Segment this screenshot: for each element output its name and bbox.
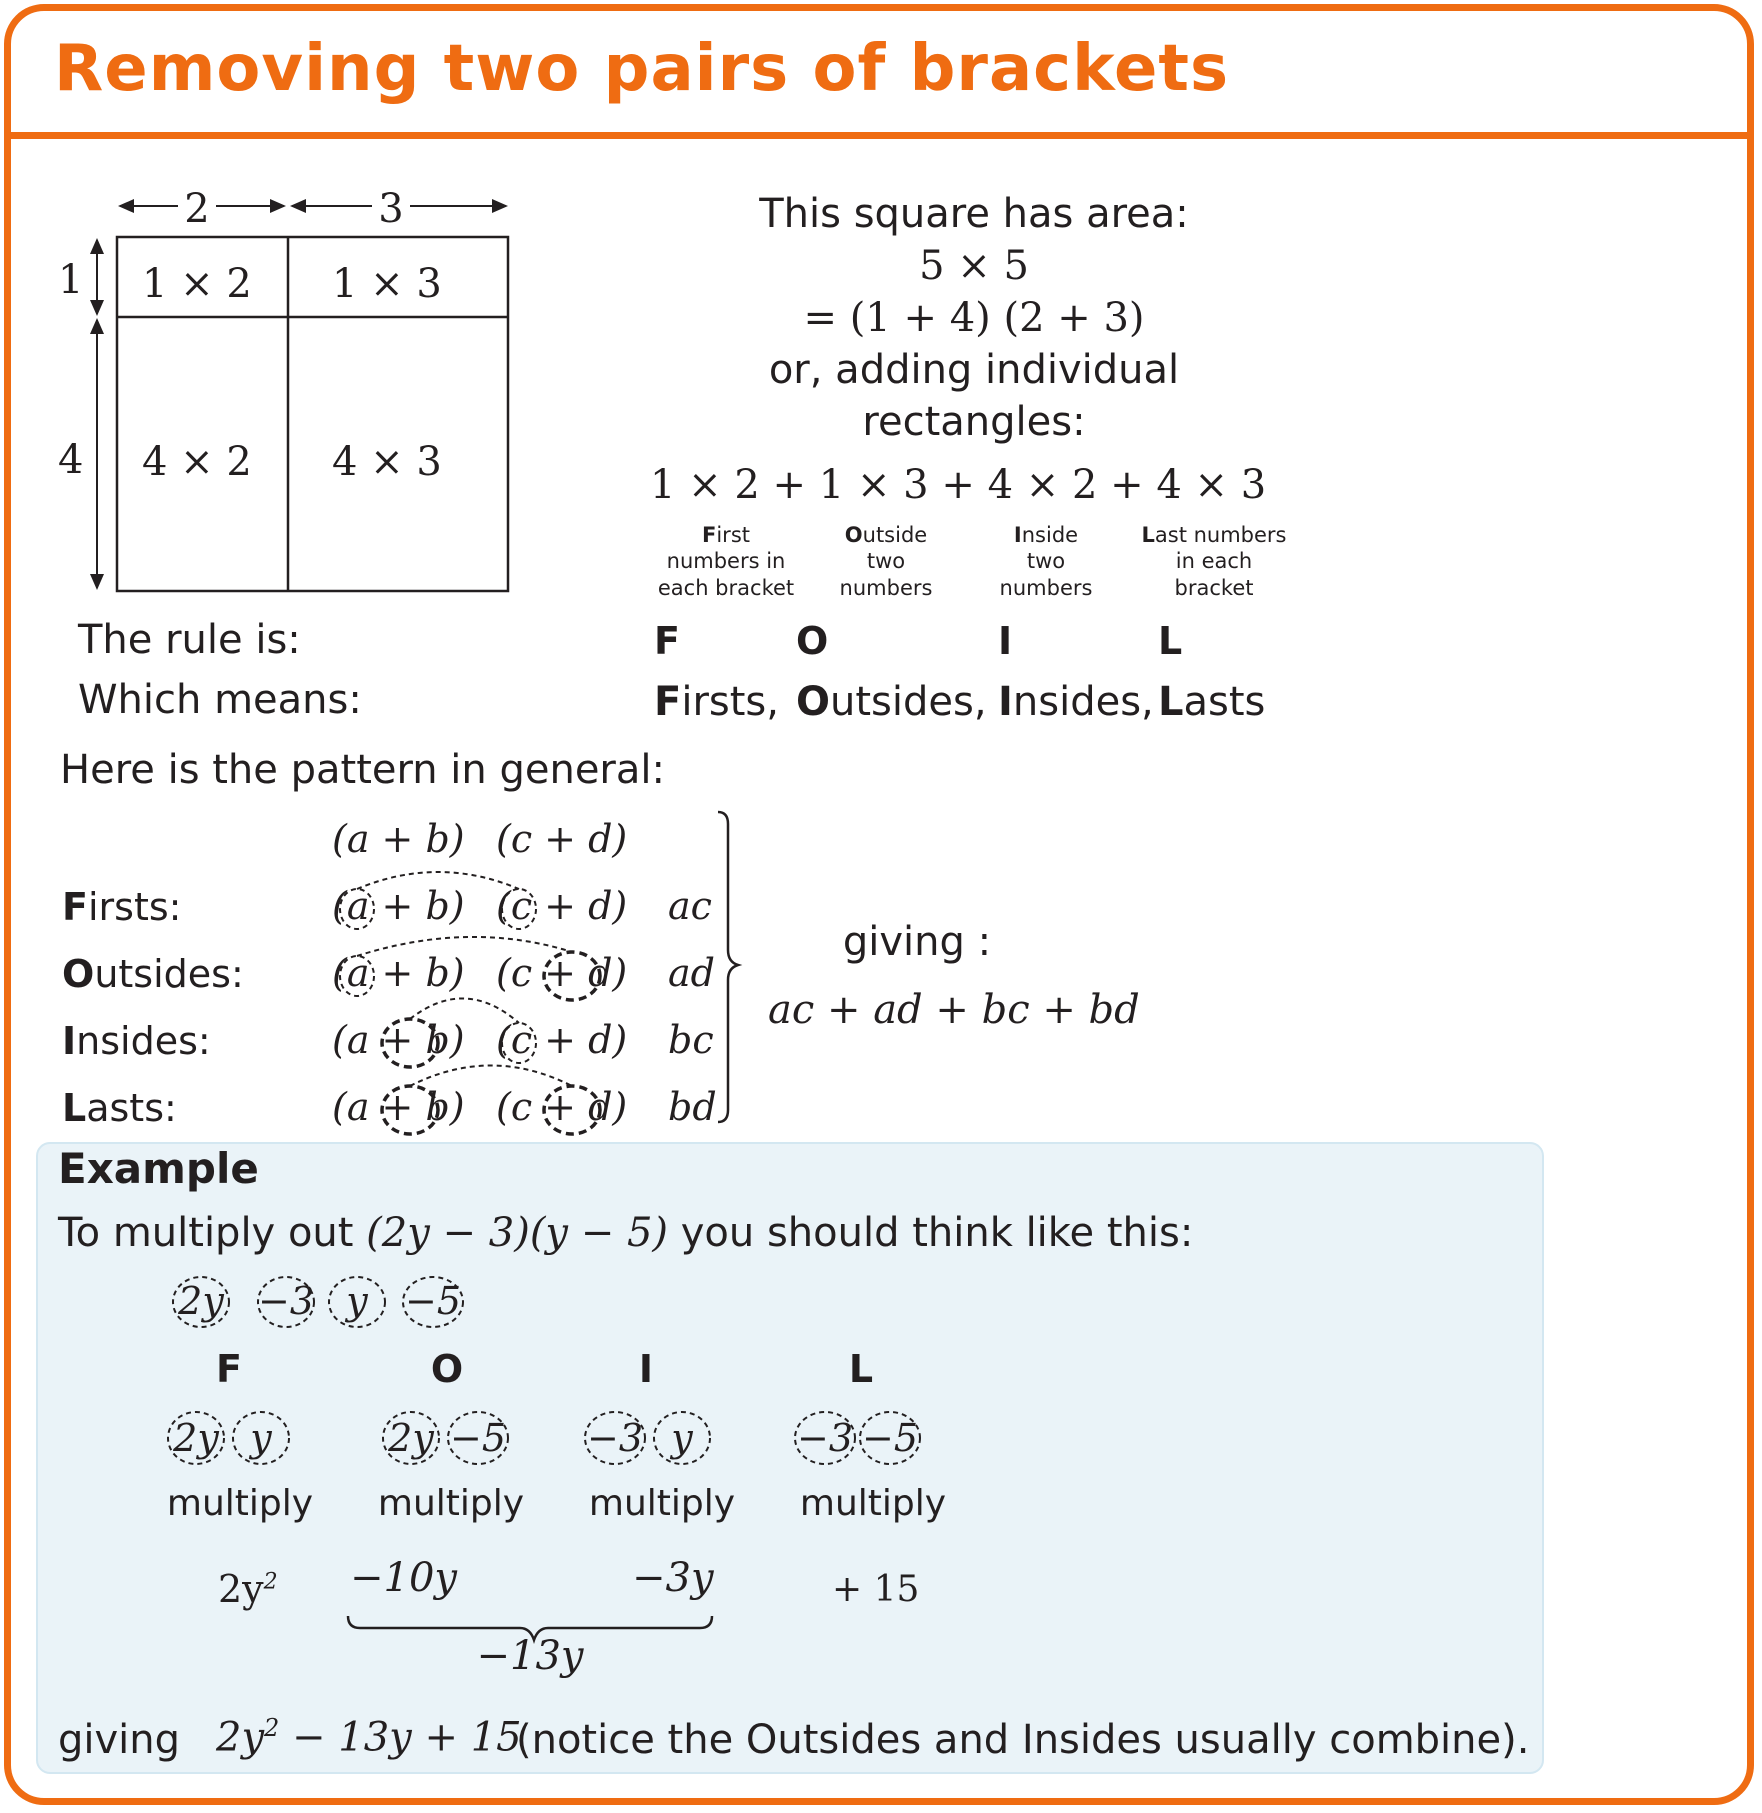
row-lasts-bracket-ab: (a + b) (332, 1085, 465, 1129)
rule-letter-o: O (796, 619, 829, 663)
header-bracket-cd: (c + d) (496, 817, 628, 861)
final-note: (notice the Outsides and Insides usually combine). (516, 1717, 1530, 1763)
circle-l-b (860, 1412, 920, 1464)
rule-letter-f: F (654, 619, 680, 663)
term-2y: 2y (178, 1279, 224, 1323)
rule-word-lasts: Lasts (1158, 679, 1266, 725)
circle-f-a (168, 1412, 224, 1464)
i-multiply: multiply (588, 1483, 736, 1524)
row-outsides-bracket-ab: (a + b) (332, 951, 465, 995)
cell-1x3: 1 × 3 (332, 261, 442, 307)
means-label: Which means: (78, 677, 362, 723)
foil-label-last: Last numbers in each bracket (1141, 523, 1287, 600)
example-heading: Example (58, 1144, 259, 1193)
circle-i-b (654, 1412, 710, 1464)
example-intro: To multiply out (2y − 3)(y − 5) you should think like this: (58, 1210, 1194, 1256)
product-l: + 15 (832, 1569, 920, 1610)
row-insides-bracket-cd: (c + d) (496, 1018, 628, 1062)
result-ac: ac (668, 884, 712, 928)
circle-term-minus3 (258, 1277, 314, 1327)
circle-term-y (329, 1277, 385, 1327)
example-letter-o: O (430, 1347, 464, 1391)
example-letter-l: L (848, 1347, 874, 1391)
rule-label: The rule is: (78, 617, 301, 663)
circle-l-a (795, 1412, 855, 1464)
foil-label-outside: Outside two numbers (839, 523, 933, 600)
area-line-4: or, adding individual (768, 347, 1180, 393)
o-term-a: 2y (388, 1416, 434, 1460)
f-multiply: multiply (166, 1483, 314, 1524)
term-minus3: −3 (257, 1279, 315, 1323)
l-term-a: −3 (796, 1416, 854, 1460)
header-bracket-ab: (a + b) (332, 817, 465, 861)
row-firsts-bracket-cd: (c + d) (496, 884, 628, 928)
row-outsides-bracket-cd: (c + d) (496, 951, 628, 995)
f-term-b: y (250, 1416, 272, 1460)
width-label-2: 2 (184, 186, 210, 232)
circle-term-2y (173, 1277, 229, 1327)
area-line-2: 5 × 5 (919, 243, 1029, 289)
general-expansion: ac + ad + bc + bd (768, 987, 1140, 1033)
cell-4x2: 4 × 2 (142, 439, 252, 485)
rule-letter-l: L (1158, 619, 1183, 663)
row-label-outsides: Outsides: (62, 952, 244, 996)
area-line-5: rectangles: (862, 399, 1086, 445)
term-minus5: −5 (404, 1279, 462, 1323)
i-term-a: −3 (586, 1416, 644, 1460)
height-label-1: 1 (58, 257, 84, 303)
circle-f-b (233, 1412, 289, 1464)
height-label-4: 4 (58, 437, 84, 483)
row-firsts-bracket-ab: (a + b) (332, 884, 465, 928)
product-f: $2y^2$ (218, 1567, 278, 1611)
cell-1x2: 1 × 2 (142, 261, 252, 307)
foil-label-inside: Inside two numbers (999, 523, 1093, 600)
circle-term-minus5 (403, 1277, 463, 1327)
rule-word-firsts: Firsts, (654, 679, 779, 725)
l-multiply: multiply (799, 1483, 947, 1524)
row-insides-bracket-ab: (a + b) (332, 1018, 465, 1062)
area-line-3: = (1 + 4) (2 + 3) (803, 295, 1145, 341)
row-label-lasts: Lasts: (62, 1086, 177, 1130)
page-title: Removing two pairs of brackets (54, 32, 1230, 106)
row-lasts-bracket-cd: (c + d) (496, 1085, 628, 1129)
l-term-b: −5 (861, 1416, 919, 1460)
width-label-3: 3 (378, 186, 404, 232)
result-bc: bc (668, 1018, 714, 1062)
giving-label: giving : (842, 919, 992, 965)
giving-word: giving (58, 1717, 181, 1763)
term-y: y (346, 1279, 368, 1323)
circle-o-b (448, 1412, 508, 1464)
final-answer: $2y^2 - 13y + 15$ (216, 1714, 522, 1761)
area-sum: 1 × 2 + 1 × 3 + 4 × 2 + 4 × 3 (650, 462, 1267, 508)
product-o: −10y (350, 1555, 458, 1601)
product-i: −3y (632, 1555, 714, 1601)
area-line-1: This square has area: (759, 191, 1189, 237)
o-term-b: −5 (449, 1416, 507, 1460)
combined-term: −13y (476, 1633, 584, 1679)
row-label-insides: Insides: (62, 1019, 211, 1063)
row-label-firsts: Firsts: (62, 885, 182, 929)
circle-i-a (585, 1412, 645, 1464)
example-letter-i: I (638, 1347, 654, 1391)
f-term-a: 2y (173, 1416, 219, 1460)
cell-4x3: 4 × 3 (332, 439, 442, 485)
rule-word-insides: Insides, (998, 679, 1154, 725)
example-letter-f: F (216, 1347, 242, 1391)
i-term-b: y (671, 1416, 693, 1460)
circle-o-a (383, 1412, 439, 1464)
general-heading: Here is the pattern in general: (60, 747, 665, 793)
o-multiply: multiply (377, 1483, 525, 1524)
rule-letter-i: I (998, 619, 1013, 663)
rule-word-outsides: Outsides, (796, 679, 987, 725)
foil-label-first: First numbers in each bracket (657, 523, 795, 600)
result-ad: ad (668, 951, 715, 995)
result-bd: bd (668, 1085, 717, 1129)
